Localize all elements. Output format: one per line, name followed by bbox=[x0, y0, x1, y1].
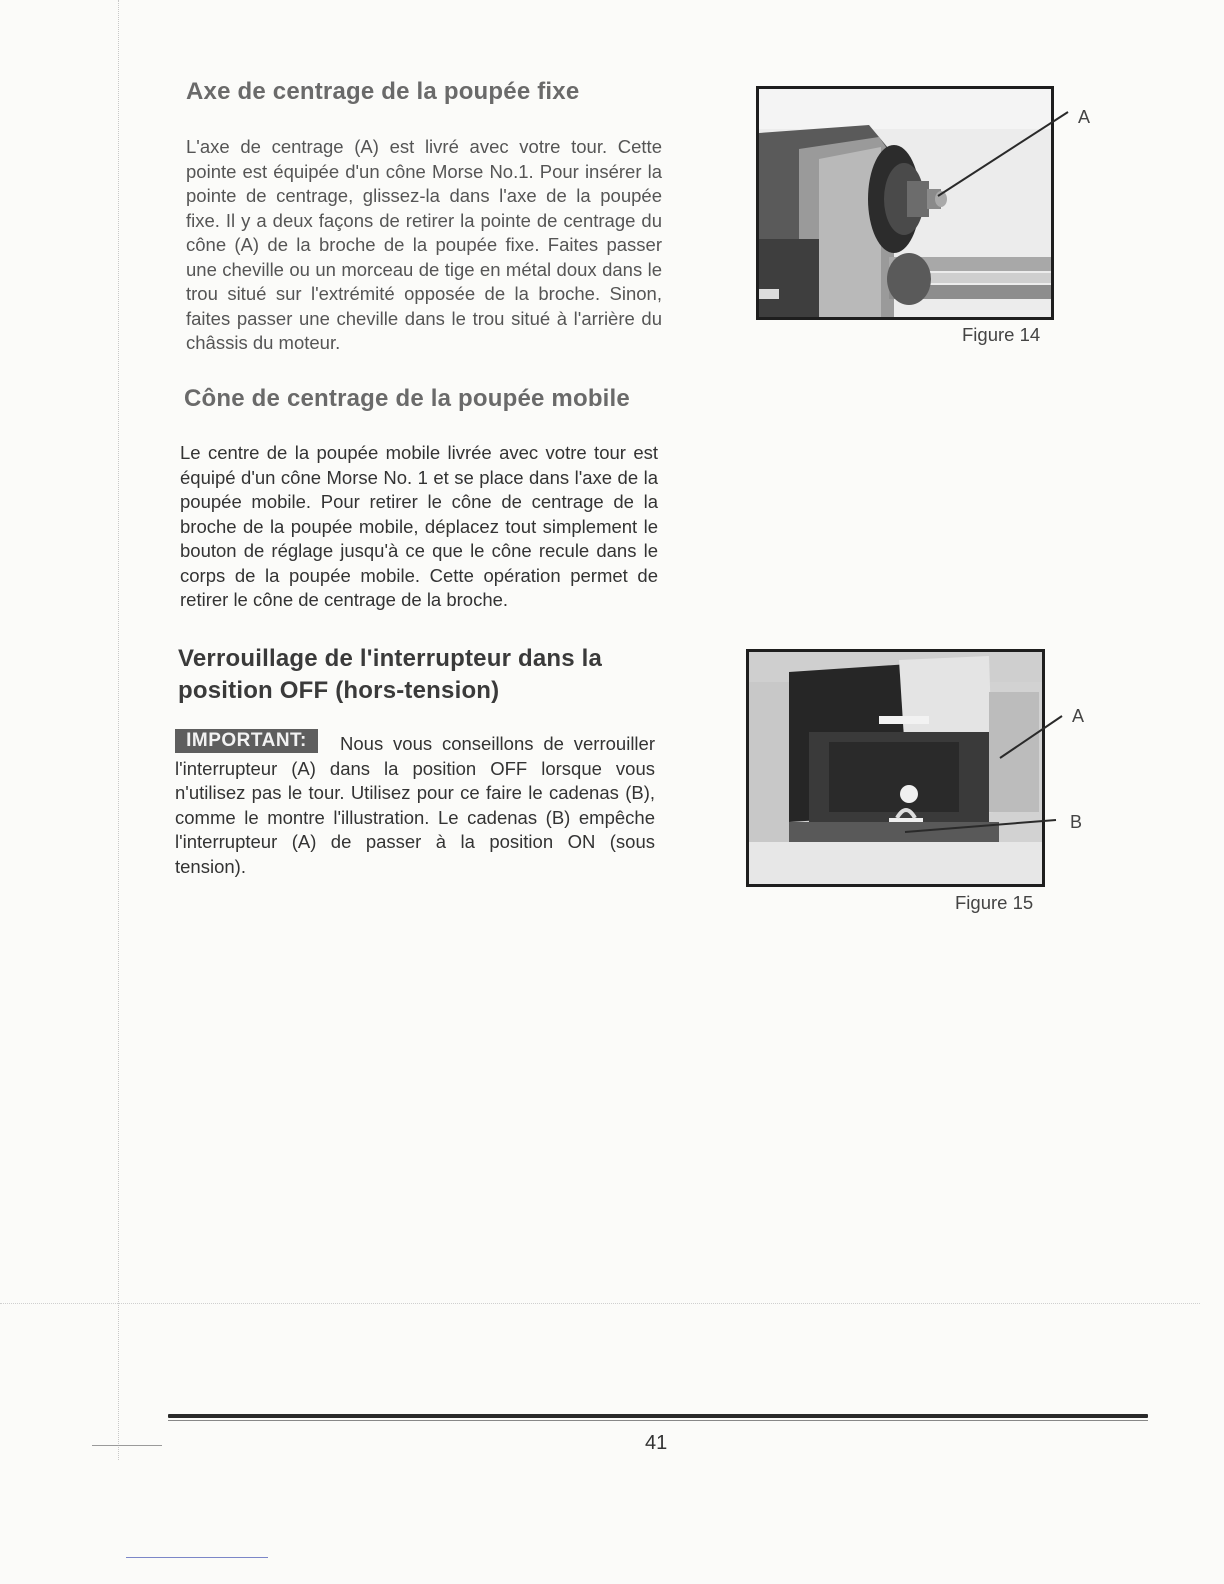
scan-edge-artifact bbox=[118, 0, 120, 1460]
paragraph-switch-lock: Nous vous conseillons de verrouiller l'interrupteur (A) dans la position OFF lorsque vous n'utilisez pas le tour. Utilisez pour ce faire le cadenas (B), comme le montre l'illustration. Le cadenas (B) empêche l'interrupteur (A) de passer à la position ON (sous tension). bbox=[175, 733, 655, 877]
footer-rule-thin bbox=[168, 1420, 1148, 1421]
heading-tailstock-center: Cône de centrage de la poupée mobile bbox=[184, 385, 630, 412]
figure-15-callout-b: B bbox=[1070, 812, 1083, 832]
figure-14-photo bbox=[756, 86, 1054, 320]
figure-15-photo bbox=[746, 649, 1045, 887]
switch-padlock-illustration bbox=[749, 652, 1042, 884]
figure-15-callout-a: A bbox=[1072, 706, 1085, 726]
scan-bottom-mark bbox=[126, 1557, 268, 1558]
figure-15-caption: Figure 15 bbox=[955, 892, 1034, 913]
important-badge: IMPORTANT: bbox=[175, 729, 318, 753]
page-number: 41 bbox=[645, 1432, 668, 1454]
scan-fold-line bbox=[0, 1303, 1200, 1304]
figure-14-caption: Figure 14 bbox=[962, 324, 1041, 345]
footer-rule bbox=[168, 1414, 1148, 1418]
paragraph-tailstock-center: Le centre de la poupée mobile livrée avec votre tour est équipé d'un cône Morse No. 1 et se place dans l'axe de la poupée mobile. Pour retirer le cône de centrage de la broche de la poupée mobile, déplacez tout simplement le bouton de réglage jusqu'à ce que le cône recule dans le corps de la poupée mobile. Cette opération permet de retirer le cône de centrage de la broche. bbox=[180, 442, 658, 610]
heading-headstock-center: Axe de centrage de la poupée fixe bbox=[186, 78, 580, 105]
scan-mark bbox=[92, 1445, 162, 1446]
figure-14-callout-a: A bbox=[1078, 107, 1091, 127]
headstock-spindle-illustration bbox=[759, 89, 1051, 317]
heading-switch-lock: Verrouillage de l'interrupteur dans la position OFF (hors-tension) bbox=[178, 645, 603, 704]
paragraph-headstock-center: L'axe de centrage (A) est livré avec votre tour. Cette pointe est équipée d'un cône Morse No.1. Pour insérer la pointe de centrage, glissez-la dans l'axe de la poupée fixe. Il y a deux façons de retirer la pointe de centrage du cône (A) de la broche de la poupée fixe. Faites passer une cheville ou un morceau de tige en métal doux dans le trou situé sur l'extrémité opposée de la broche. Sinon, faites passer une cheville dans le trou situé à l'arrière du châssis du moteur. bbox=[186, 136, 662, 353]
